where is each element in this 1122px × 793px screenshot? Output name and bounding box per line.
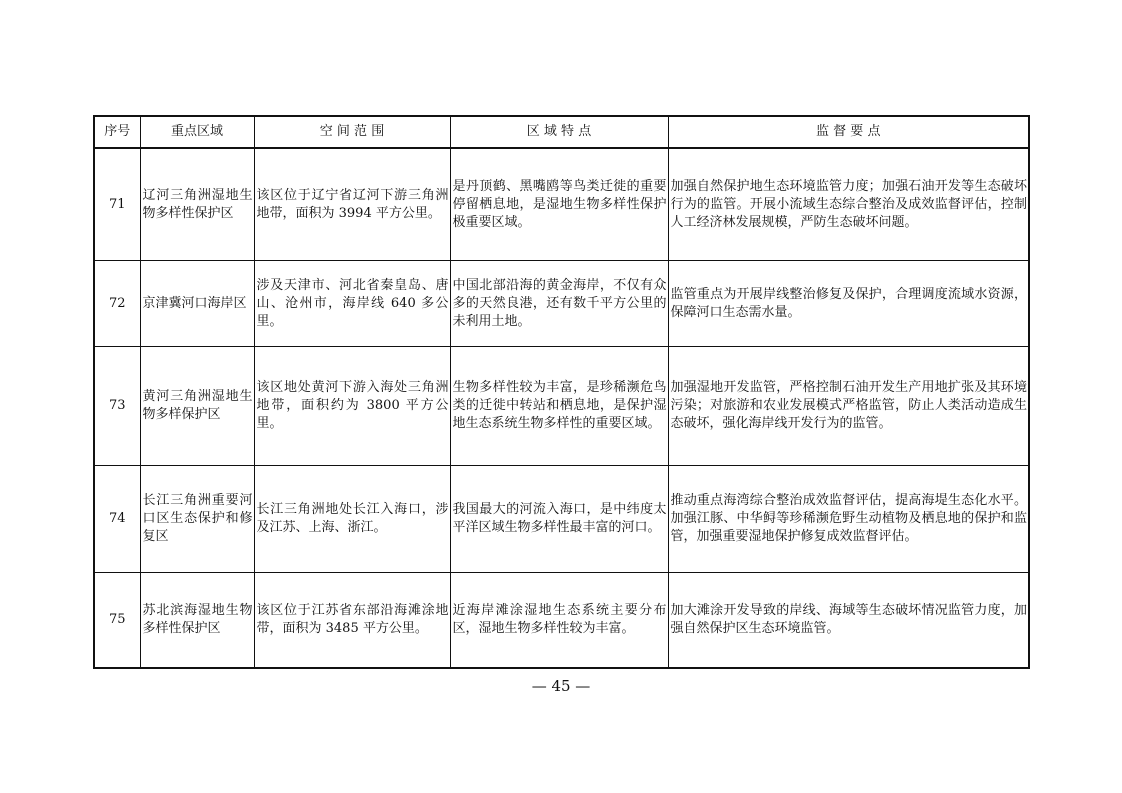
- row-features: 我国最大的河流入海口，是中纬度太平洋区域生物多样性最丰富的河口。: [450, 466, 668, 573]
- header-area: 重点区域: [140, 116, 254, 148]
- row-scope: 该区位于江苏省东部沿海滩涂地带，面积为 3485 平方公里。: [254, 573, 450, 669]
- table-row: [94, 261, 1029, 347]
- table-row: [94, 466, 1029, 573]
- row-points: 加大滩涂开发导致的岸线、海域等生态破坏情况监管力度，加强自然保护区生态环境监管。: [668, 573, 1029, 669]
- row-area: 辽河三角洲湿地生物多样性保护区: [140, 148, 254, 261]
- row-scope: 该区地处黄河下游入海处三角洲地带，面积约为 3800 平方公里。: [254, 347, 450, 466]
- table-row: [94, 573, 1029, 669]
- row-index: 73: [94, 347, 140, 466]
- row-scope: 长江三角洲地处长江入海口，涉及江苏、上海、浙江。: [254, 466, 450, 573]
- row-points: 加强自然保护地生态环境监管力度；加强石油开发等生态破坏行为的监管。开展小流域生态综合整治及成效监督评估，控制人工经济林发展规模，严防生态破坏问题。: [668, 148, 1029, 261]
- table-row: [94, 347, 1029, 466]
- row-features: 近海岸滩涂湿地生态系统主要分布区，湿地生物多样性较为丰富。: [450, 573, 668, 669]
- row-area: 黄河三角洲湿地生物多样保护区: [140, 347, 254, 466]
- row-index: 72: [94, 261, 140, 347]
- table-header: [94, 116, 1029, 148]
- row-features: 生物多样性较为丰富，是珍稀濒危鸟类的迁徙中转站和栖息地，是保护湿地生态系统生物多样性的重要区域。: [450, 347, 668, 466]
- row-area: 长江三角洲重要河口区生态保护和修复区: [140, 466, 254, 573]
- table-row: [94, 148, 1029, 261]
- key-areas-table: [93, 115, 1030, 669]
- row-area: 京津冀河口海岸区: [140, 261, 254, 347]
- header-features: 区 域 特 点: [450, 116, 668, 148]
- row-scope: 涉及天津市、河北省秦皇岛、唐山、沧州市，海岸线 640 多公里。: [254, 261, 450, 347]
- header-points: 监 督 要 点: [668, 116, 1029, 148]
- row-features: 中国北部沿海的黄金海岸，不仅有众多的天然良港，还有数千平方公里的未利用土地。: [450, 261, 668, 347]
- row-area: 苏北滨海湿地生物多样性保护区: [140, 573, 254, 669]
- row-features: 是丹顶鹤、黑嘴鸥等鸟类迁徙的重要停留栖息地，是湿地生物多样性保护极重要区域。: [450, 148, 668, 261]
- header-scope: 空 间 范 围: [254, 116, 450, 148]
- row-points: 加强湿地开发监管，严格控制石油开发生产用地扩张及其环境污染；对旅游和农业发展模式严格监管，防止人类活动造成生态破坏，强化海岸线开发行为的监管。: [668, 347, 1029, 466]
- row-scope: 该区位于辽宁省辽河下游三角洲地带，面积为 3994 平方公里。: [254, 148, 450, 261]
- row-index: 75: [94, 573, 140, 669]
- row-points: 监管重点为开展岸线整治修复及保护，合理调度流域水资源，保障河口生态需水量。: [668, 261, 1029, 347]
- page-number: — 45 —: [531, 677, 591, 695]
- row-points: 推动重点海湾综合整治成效监督评估，提高海堤生态化水平。加强江豚、中华鲟等珍稀濒危野生动植物及栖息地的保护和监管，加强重要湿地保护修复成效监督评估。: [668, 466, 1029, 573]
- row-index: 71: [94, 148, 140, 261]
- header-index: 序号: [94, 116, 140, 148]
- row-index: 74: [94, 466, 140, 573]
